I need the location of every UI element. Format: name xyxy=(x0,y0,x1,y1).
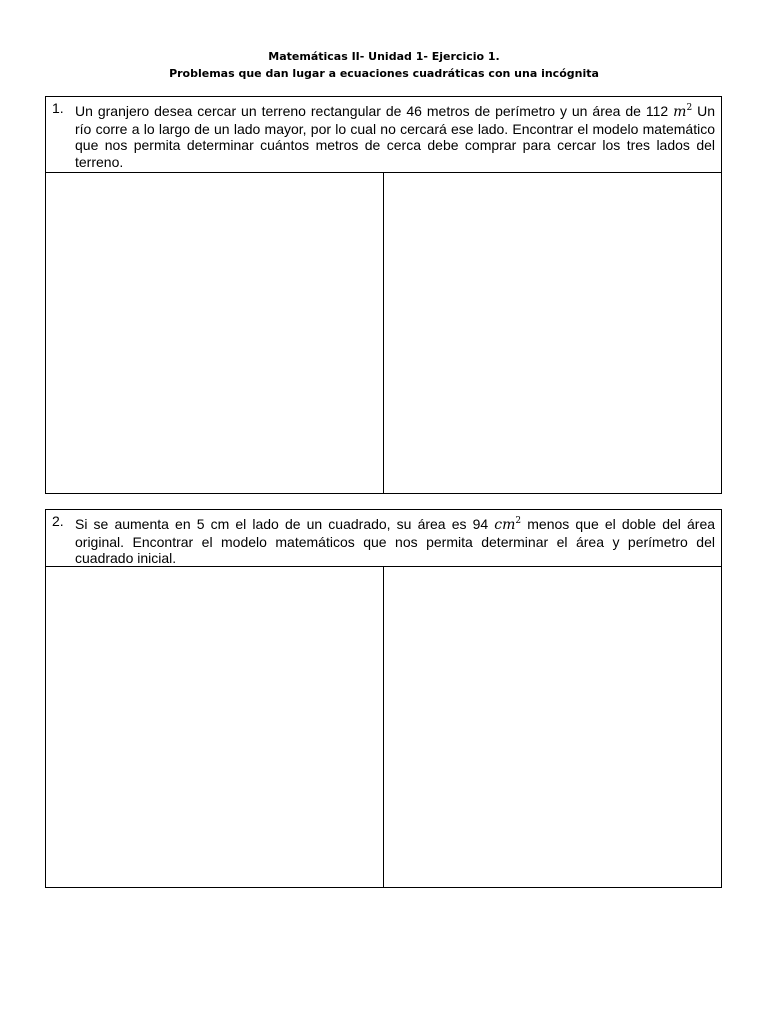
answer-cell-left[interactable] xyxy=(46,567,384,887)
answer-area xyxy=(46,567,721,887)
exercise-box-1 xyxy=(45,96,722,494)
document-title: Matemáticas II- Unidad 1- Ejercicio 1. xyxy=(268,50,500,63)
document-subtitle: Problemas que dan lugar a ecuaciones cuadráticas con una incógnita xyxy=(169,67,599,80)
exercise-statement xyxy=(46,510,721,567)
math-unit-exponent: 2 xyxy=(515,516,522,526)
exercise-statement xyxy=(46,97,721,173)
exercise-text xyxy=(75,100,715,172)
document-header xyxy=(0,48,768,82)
answer-area xyxy=(46,173,721,493)
exercise-text xyxy=(75,513,715,566)
exercise-text-before: Si se aumenta en 5 cm el lado de un cuadrado, su área es 94 xyxy=(75,516,489,532)
exercise-number: 2. xyxy=(52,513,64,529)
answer-cell-right[interactable] xyxy=(384,567,721,887)
exercise-number: 1. xyxy=(52,100,64,116)
exercise-box-2 xyxy=(45,509,722,888)
answer-cell-right[interactable] xyxy=(384,173,721,493)
answer-cell-left[interactable] xyxy=(46,173,384,493)
math-unit-base: m xyxy=(673,104,687,120)
exercise-text-before: Un granjero desea cercar un terreno rectangular de 46 metros de perímetro y un área de 112 xyxy=(75,103,669,119)
math-unit-exponent: 2 xyxy=(686,103,693,113)
math-unit xyxy=(494,517,521,533)
math-unit-base: cm xyxy=(494,517,516,533)
exercise-text-after: Un río corre a lo largo de un lado mayor, por lo cual no cercará ese lado. Encontrar el modelo matemático que nos permita determinar cuántos metros de cerca debe comprar para cercar los tres lados del terreno. xyxy=(75,103,716,170)
math-unit xyxy=(673,104,692,120)
exercise-text-after: menos que el doble del área original. Encontrar el modelo matemáticos que nos permita determinar el área y perímetro del cuadrado inicial. xyxy=(75,516,716,566)
